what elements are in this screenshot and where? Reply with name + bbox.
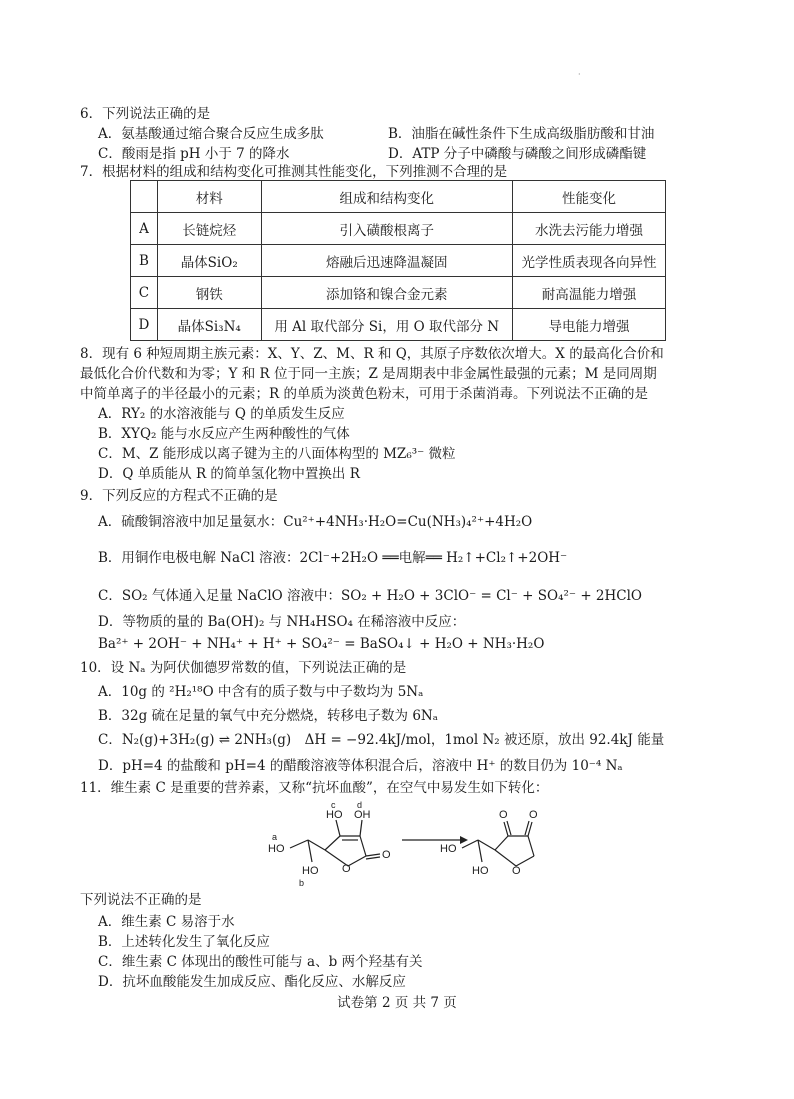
q11-carbonyl-o-label-1: O — [382, 849, 391, 861]
table-cell: 长链烷烃 — [157, 213, 261, 245]
q6-option-d: D．ATP 分子中磷酸与磷酸之间形成磷酯键 — [388, 146, 647, 162]
table-header-row — [131, 181, 666, 213]
q8-option-b: B．XYQ₂ 能与水反应产生两种酸性的气体 — [98, 426, 350, 442]
q11-option-c: C．维生素 C 体现出的酸性可能与 a、b 两个羟基有关 — [98, 954, 423, 970]
ascorbic-acid-structure — [290, 820, 380, 866]
page-footer: 试卷第 2 页 共 7 页 — [337, 995, 457, 1011]
q9-option-d: D．等物质的量的 Ba(OH)₂ 与 NH₄HSO₄ 在稀溶液中反应： — [98, 614, 466, 630]
q8-stem-line2: 最低化合价代数和为零；Y 和 R 位于同一主族；Z 是周期表中非金属性最强的元素；M 是同周期 — [80, 366, 657, 382]
table-row — [131, 277, 666, 309]
q11-option-d: D．抗坏血酸能发生加成反应、酯化反应、水解反应 — [98, 974, 406, 990]
q11-option-a: A．维生素 C 易溶于水 — [98, 914, 235, 930]
table-cell: D — [131, 309, 158, 341]
q11-stem: 11．维生素 C 是重要的营养素，又称“抗坏血酸”，在空气中易发生如下转化： — [80, 780, 549, 796]
table-cell: 熔融后迅速降温凝固 — [261, 245, 512, 277]
q7-stem: 7．根据材料的组成和结构变化可推测其性能变化，下列推测不合理的是 — [80, 164, 508, 180]
table-cell: 光学性质表现各向异性 — [512, 245, 665, 277]
q8-stem-line3: 中简单离子的半径最小的元素；R 的单质为淡黄色粉末，可用于杀菌消毒。下列说法不正确的是 — [80, 386, 648, 402]
q11-label-b: b — [299, 878, 305, 888]
q7-table — [130, 180, 666, 341]
table-cell: 用 Al 取代部分 Si，用 O 取代部分 N — [261, 309, 512, 341]
q8-stem-line1: 8．现有 6 种短周期主族元素：X、Y、Z、M、R 和 Q，其原子序数依次增大。X 的最高化合价和 — [80, 346, 664, 362]
q6-option-a: A．氨基酸通过缩合聚合反应生成多肽 — [98, 126, 324, 142]
q11-ho-label-1: HO — [268, 843, 285, 855]
q11-carbonyl-o-label-3: O — [529, 809, 538, 821]
q10-option-c: C．N₂(g)+3H₂(g) ⇌ 2NH₃(g) ΔH = −92.4kJ/mol，1mol N₂ 被还原，放出 92.4kJ 能量 — [98, 732, 665, 748]
q11-ho-label-2: HO — [302, 865, 319, 877]
table-cell: 水洗去污能力增强 — [512, 213, 665, 245]
q11-ho-label-3: HO — [326, 809, 343, 821]
q11-oh-label: OH — [354, 809, 371, 821]
table-header-cell: 组成和结构变化 — [261, 181, 512, 213]
q11-carbonyl-o-label-2: O — [499, 809, 508, 821]
table-header-cell — [131, 181, 158, 213]
table-cell: B — [131, 245, 158, 277]
q6-option-c: C．酸雨是指 pH 小于 7 的降水 — [98, 146, 290, 162]
table-row — [131, 309, 666, 341]
dehydroascorbic-acid-structure — [462, 821, 534, 866]
table-cell: 晶体SiO₂ — [157, 245, 261, 277]
q11-label-c: c — [331, 800, 336, 810]
table-cell: 晶体Si₃N₄ — [157, 309, 261, 341]
table-row — [131, 213, 666, 245]
q8-option-c: C．M、Z 能形成以离子键为主的八面体构型的 MZ₆³⁻ 微粒 — [98, 446, 456, 462]
q6-stem: 6．下列说法正确的是 — [80, 106, 211, 122]
q10-option-d: D．pH=4 的盐酸和 pH=4 的醋酸溶液等体积混合后，溶液中 H⁺ 的数目仍为 10⁻⁴ Nₐ — [98, 758, 623, 774]
q10-option-a: A．10g 的 ²H₂¹⁸O 中含有的质子数与中子数均为 5Nₐ — [98, 684, 424, 700]
table-cell: 钢铁 — [157, 277, 261, 309]
q11-option-b: B．上述转化发生了氧化反应 — [98, 934, 270, 950]
table-cell: 耐高温能力增强 — [512, 277, 665, 309]
corner-mark: · — [578, 70, 581, 79]
q8-option-d: D．Q 单质能从 R 的简单氢化物中置换出 R — [98, 466, 360, 482]
q11-label-a: a — [272, 832, 278, 842]
q9-stem: 9．下列反应的方程式不正确的是 — [80, 488, 278, 504]
table-cell: A — [131, 213, 158, 245]
q11-ring-o-label-2: O — [512, 865, 521, 877]
q11-label-d: d — [357, 800, 363, 810]
q11-ho-label-5: HO — [472, 865, 489, 877]
q10-stem: 10．设 Nₐ 为阿伏伽德罗常数的值，下列说法正确的是 — [80, 660, 407, 676]
table-cell: 导电能力增强 — [512, 309, 665, 341]
q11-ring-o-label-1: O — [342, 863, 351, 875]
table-cell: 引入磺酸根离子 — [261, 213, 512, 245]
q9-option-b: B．用铜作电极电解 NaCl 溶液：2Cl⁻+2H₂O ══电解══ H₂↑+Cl₂↑+2OH⁻ — [98, 550, 568, 566]
q9-option-c: C．SO₂ 气体通入足量 NaClO 溶液中：SO₂ + H₂O + 3ClO⁻ = Cl⁻ + SO₄²⁻ + 2HClO — [98, 588, 643, 604]
table-cell: C — [131, 277, 158, 309]
table-cell: 添加铬和镍合金元素 — [261, 277, 512, 309]
reaction-arrow-icon — [402, 836, 468, 844]
table-row — [131, 245, 666, 277]
q11-sub-stem: 下列说法不正确的是 — [80, 892, 202, 908]
q9-d-equation: Ba²⁺ + 2OH⁻ + NH₄⁺ + H⁺ + SO₄²⁻ = BaSO₄↓ + H₂O + NH₃·H₂O — [98, 636, 545, 652]
q8-option-a: A．RY₂ 的水溶液能与 Q 的单质发生反应 — [98, 406, 345, 422]
q6-option-b: B．油脂在碱性条件下生成高级脂肪酸和甘油 — [388, 126, 655, 142]
vitamin-c-oxidation-diagram — [250, 800, 550, 890]
table-header-cell: 材料 — [157, 181, 261, 213]
table-header-cell: 性能变化 — [512, 181, 665, 213]
q10-option-b: B．32g 硫在足量的氧气中充分燃烧，转移电子数为 6Nₐ — [98, 708, 438, 724]
q9-option-a: A．硫酸铜溶液中加足量氨水：Cu²⁺+4NH₃·H₂O=Cu(NH₃)₄²⁺+4H₂O — [98, 514, 533, 530]
q11-ho-label-4: HO — [440, 843, 457, 855]
